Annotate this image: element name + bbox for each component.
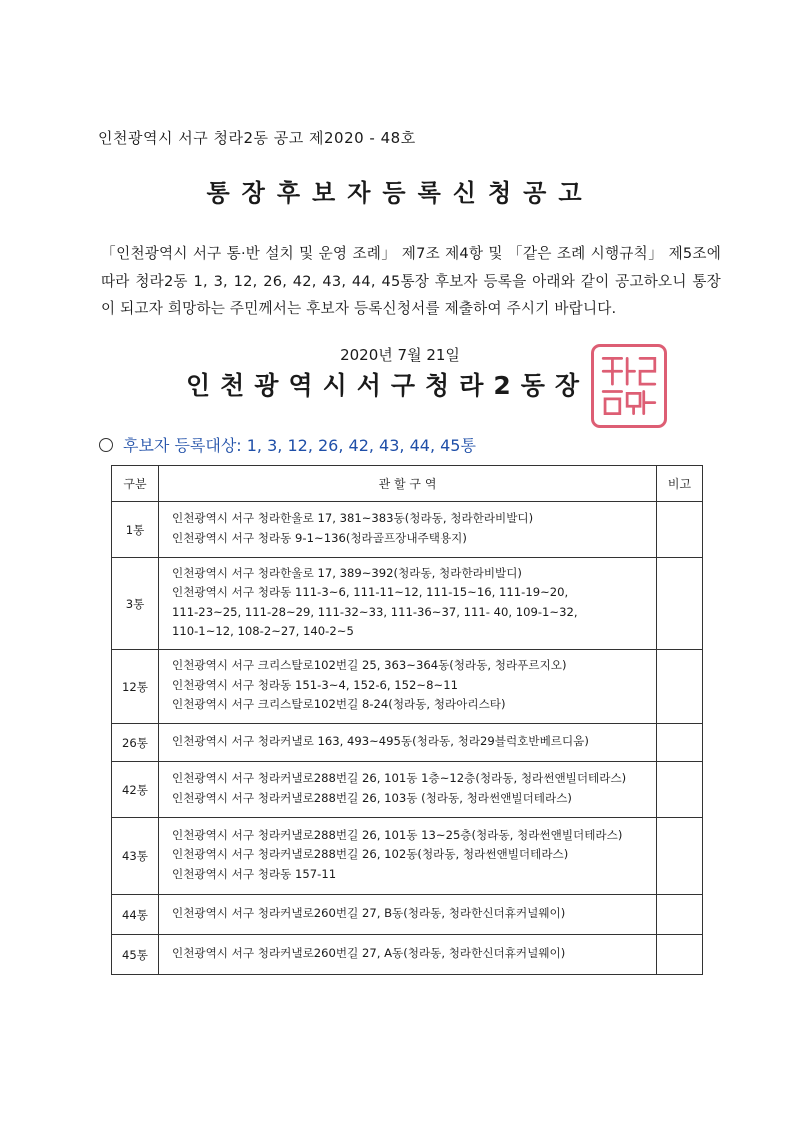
cell-bigo (657, 818, 703, 895)
table-row (112, 895, 703, 935)
cell-bigo (657, 895, 703, 935)
table-row (112, 724, 703, 762)
area-line: 인천광역시 서구 청라커낼로288번길 26, 101동 13~25층(청라동, 청라썬앤빌더테라스) (172, 827, 623, 842)
cell-area (159, 502, 657, 558)
official-seal-stamp (591, 344, 667, 428)
cell-area (159, 762, 657, 818)
cell-bigo (657, 724, 703, 762)
cell-area (159, 818, 657, 895)
area-line: 인천광역시 서구 청라동 111-3~6, 111-11~12, 111-15~16, 111-19~20, (172, 585, 569, 599)
area-line: 인천광역시 서구 청라동 9-1~136(청라골프장내주택용지) (172, 530, 467, 545)
cell-gubun: 1통 (112, 502, 159, 558)
area-line: 인천광역시 서구 청라커낼로288번길 26, 103동 (청라동, 청라썬앤빌더테라스) (172, 790, 572, 805)
area-line: 111-23~25, 111-28~29, 111-32~33, 111-36~37, 111- 40, 109-1~32, (172, 604, 578, 619)
seal-glyph-icon (594, 347, 664, 425)
cell-gubun: 12통 (112, 650, 159, 724)
cell-area (159, 650, 657, 724)
table-row (112, 762, 703, 818)
area-line: 인천광역시 서구 크리스탈로102번길 8-24(청라동, 청라아리스타) (172, 697, 506, 712)
cell-gubun: 26통 (112, 724, 159, 762)
table-header-row (112, 466, 703, 502)
cell-area (159, 935, 657, 975)
table-row (112, 818, 703, 895)
document-number: 인천광역시 서구 청라2동 공고 제2020 - 48호 (98, 129, 416, 147)
area-line: 인천광역시 서구 청라동 157-11 (172, 866, 337, 881)
document-title: 통장후보자등록신청공고 (206, 179, 594, 207)
cell-area (159, 724, 657, 762)
cell-area (159, 895, 657, 935)
table-row (112, 558, 703, 650)
cell-area (159, 558, 657, 650)
cell-bigo (657, 502, 703, 558)
header-bigo: 비고 (657, 466, 703, 502)
cell-gubun: 45통 (112, 935, 159, 975)
cell-gubun: 3통 (112, 558, 159, 650)
area-line: 인천광역시 서구 청라커낼로288번길 26, 101동 1층~12층(청라동, 청라썬앤빌더테라스) (172, 771, 627, 785)
cell-gubun: 43통 (112, 818, 159, 895)
table-row (112, 650, 703, 724)
area-line: 인천광역시 서구 청라커낼로260번길 27, B동(청라동, 청라한신더휴커널웨이) (172, 905, 566, 920)
cell-bigo (657, 558, 703, 650)
area-line: 인천광역시 서구 청라한울로 17, 381~383동(청라동, 청라한라비발디) (172, 511, 534, 525)
table-row (112, 935, 703, 975)
header-gubun: 구분 (112, 466, 159, 502)
announcement-paragraph: 「인천광역시 서구 통·반 설치 및 운영 조례」 제7조 제4항 및 「같은 조례 시행규칙」 제5조에 따라 청라2동 1, 3, 12, 26, 42, 43, 44, 45통장 후보자 등록을 아래와 같이 공고하오니 통장이 되고자 희망하는 주민께서는 후보자 등록신청서를 제출하여 주시기 바랍니다. (101, 245, 721, 317)
cell-bigo (657, 935, 703, 975)
area-line: 인천광역시 서구 청라커낼로 163, 493~495동(청라동, 청라29블럭호반베르디움) (172, 733, 589, 748)
area-line: 110-1~12, 108-2~27, 140-2~5 (172, 624, 354, 638)
area-line: 인천광역시 서구 청라커낼로260번길 27, A동(청라동, 청라한신더휴커널웨이) (172, 945, 566, 960)
table-body (112, 502, 703, 975)
cell-gubun: 44통 (112, 895, 159, 935)
header-area: 관 할 구 역 (159, 466, 657, 502)
section-heading-label: 후보자 등록대상: 1, 3, 12, 26, 42, 43, 44, 45통 (123, 436, 476, 455)
area-line: 인천광역시 서구 크리스탈로102번길 25, 363~364동(청라동, 청라푸르지오) (172, 658, 567, 673)
area-line: 인천광역시 서구 청라한울로 17, 389~392(청라동, 청라한라비발디) (172, 565, 522, 580)
cell-bigo (657, 650, 703, 724)
table-row (112, 502, 703, 558)
section-heading (99, 433, 476, 456)
cell-bigo (657, 762, 703, 818)
area-line: 인천광역시 서구 청라커낼로288번길 26, 102동(청라동, 청라썬앤빌더테라스) (172, 847, 569, 862)
area-line: 인천광역시 서구 청라동 151-3~4, 152-6, 152~8~11 (172, 677, 458, 692)
announcement-date: 2020년 7월 21일 (340, 346, 460, 364)
cell-gubun: 42통 (112, 762, 159, 818)
issuer-name: 인천광역시서구청라2동장 (186, 371, 590, 400)
jurisdiction-table (111, 465, 703, 975)
circle-bullet-icon (99, 438, 113, 452)
